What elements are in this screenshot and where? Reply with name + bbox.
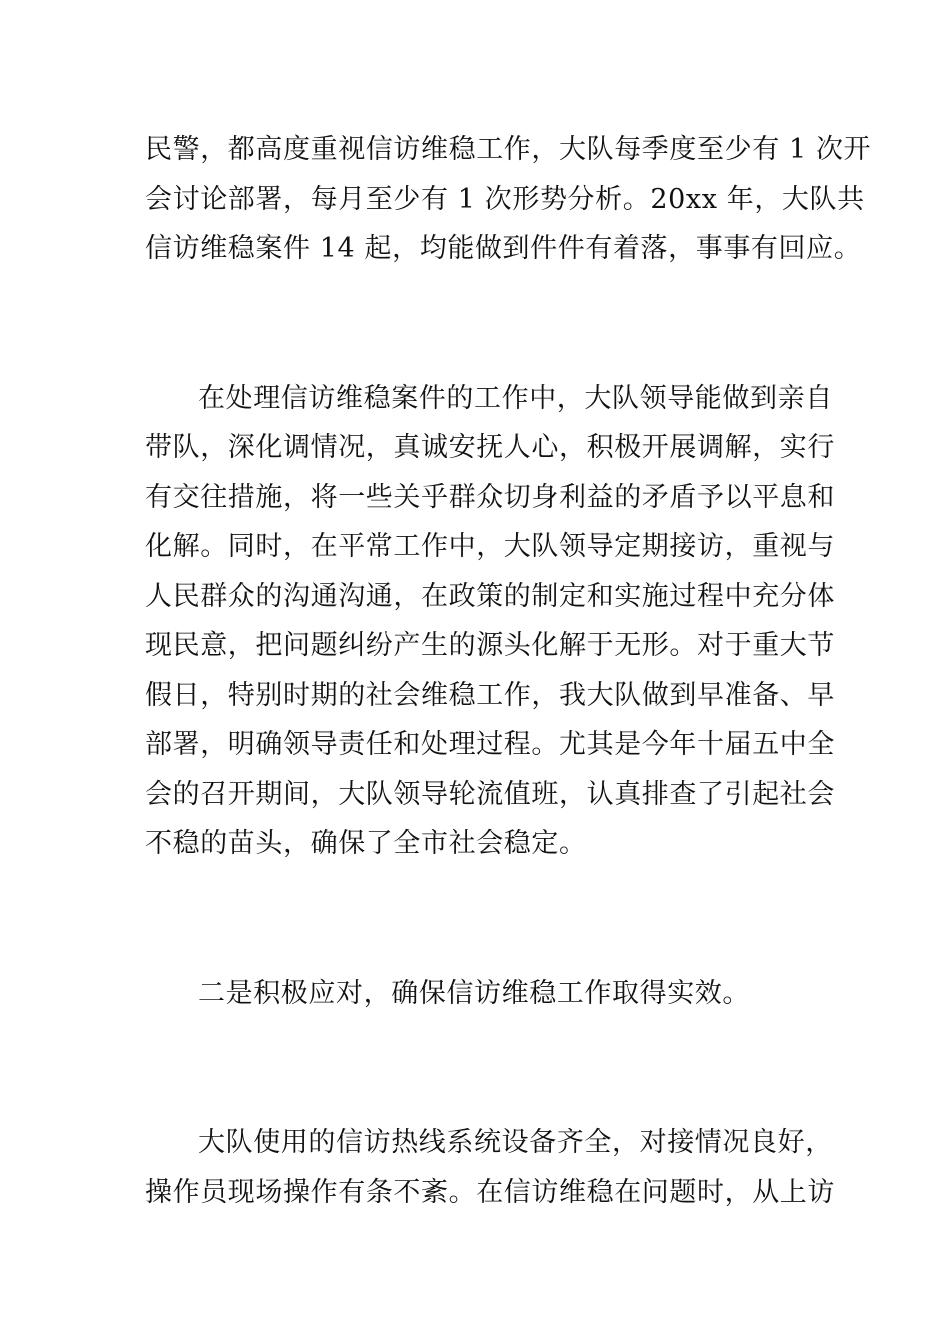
text-line: 大队使用的信访热线系统设备齐全，对接情况良好， (198, 1127, 833, 1158)
text-line: 带队，深化调情况，真诚安抚人心，积极开展调解，实行 (145, 432, 835, 463)
text-line: 人民群众的沟通沟通，在政策的制定和实施过程中充分体 (145, 581, 835, 612)
text-line: 信访维稳案件 14 起，均能做到件件有着落，事事有回应。 (145, 233, 862, 264)
text-line: 化解。同时，在平常工作中，大队领导定期接访，重视与 (145, 531, 835, 562)
text-line: 现民意，把问题纠纷产生的源头化解于无形。对于重大节 (145, 630, 835, 661)
text-line: 有交往措施，将一些关乎群众切身利益的矛盾予以平息和 (145, 482, 835, 513)
text-line: 操作员现场操作有条不紊。在信访维稳在问题时，从上访 (145, 1177, 835, 1208)
text-line: 不稳的苗头，确保了全市社会稳定。 (145, 828, 587, 859)
text-line: 会的召开期间，大队领导轮流值班，认真排查了引起社会 (145, 779, 835, 810)
text-line: 民警，都高度重视信访维稳工作，大队每季度至少有 1 次开 (145, 134, 872, 165)
text-line: 假日，特别时期的社会维稳工作，我大队做到早准备、早 (145, 680, 835, 711)
text-line: 二是积极应对，确保信访维稳工作取得实效。 (198, 978, 750, 1009)
text-line: 会讨论部署，每月至少有 1 次形势分析。20xx 年，大队共 (145, 184, 865, 215)
text-line: 在处理信访维稳案件的工作中，大队领导能做到亲自 (198, 383, 833, 414)
text-line: 部署，明确领导责任和处理过程。尤其是今年十届五中全 (145, 729, 835, 760)
